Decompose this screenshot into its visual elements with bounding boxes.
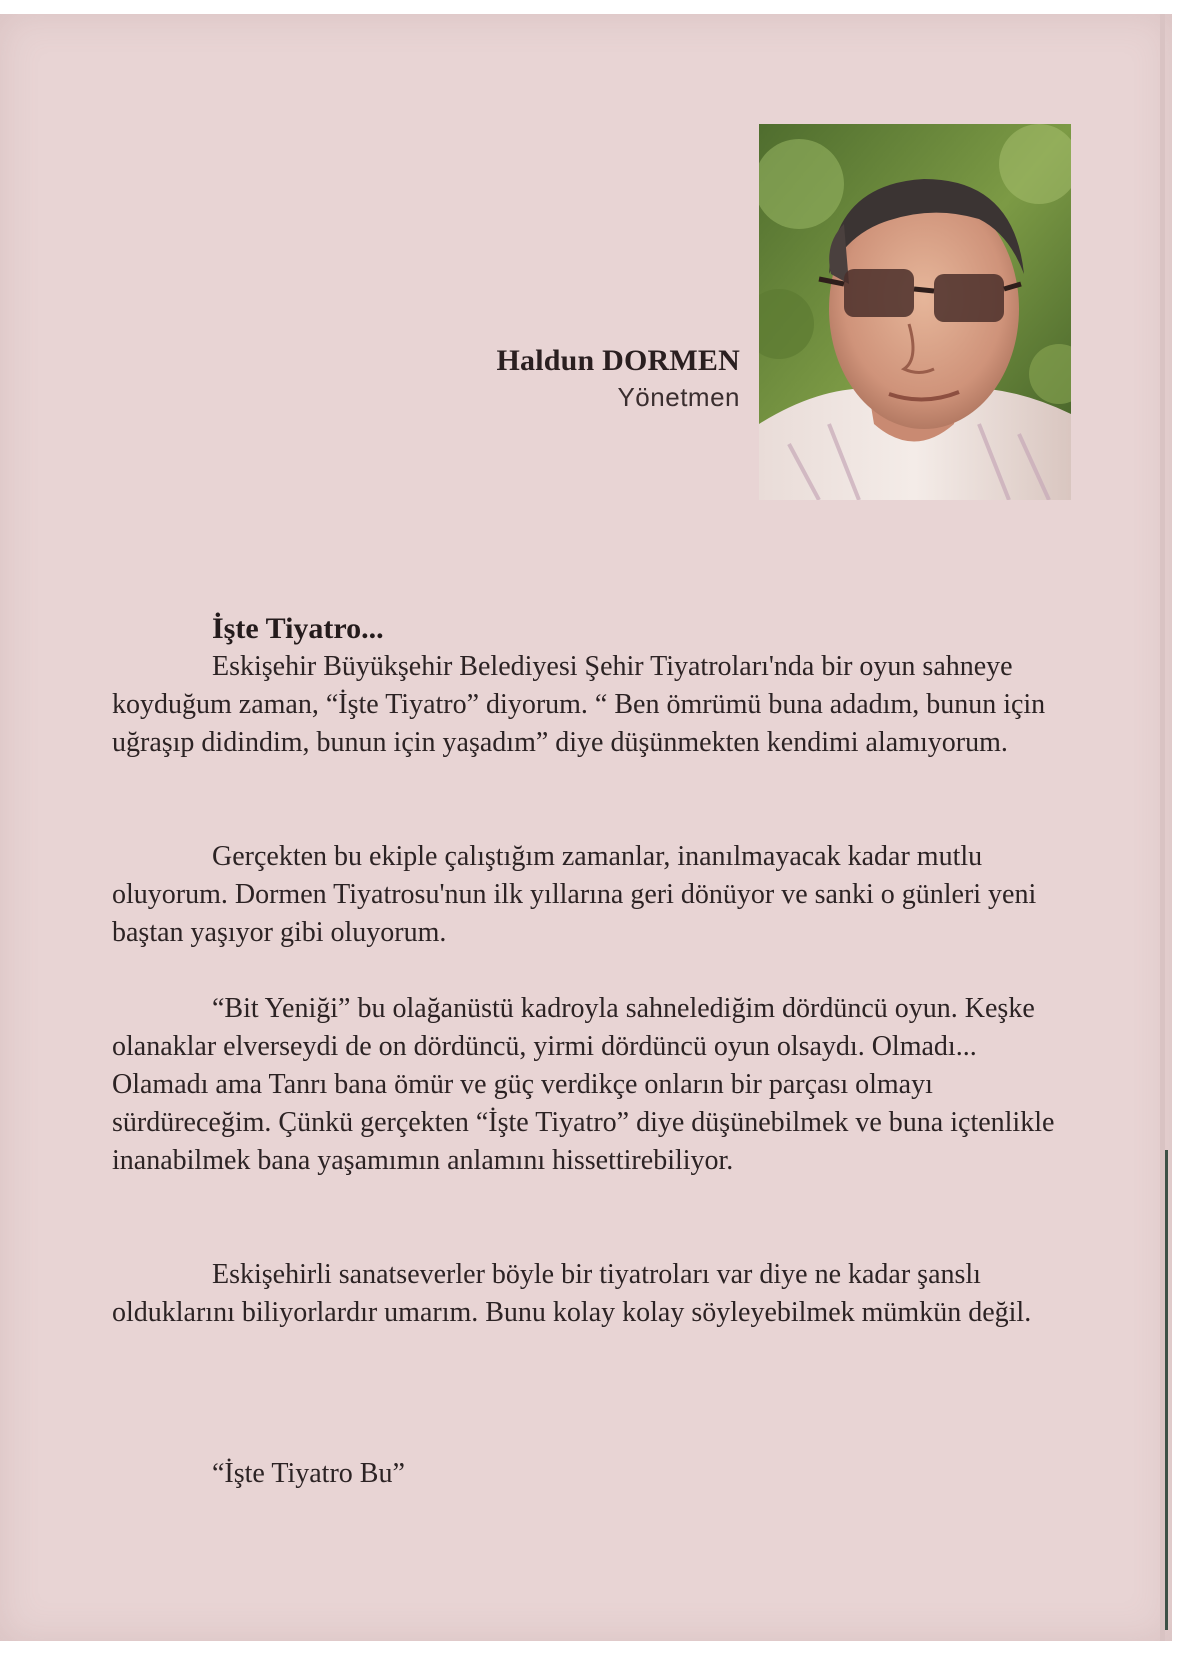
binding-line (1165, 1150, 1168, 1630)
author-role: Yönetmen (617, 382, 740, 412)
paragraph-3: “Bit Yeniği” bu olağanüstü kadroyla sahnelediğim dördüncü oyun. Keşke olanaklar elverseydi de on dördüncü, yirmi dördüncü oyun olsaydı. Olmadı... Olamadı ama Tanrı bana ömür ve güç verdikçe onların bir parçası olmayı sürdüreceğim. Çünkü gerçekten “İşte Tiyatro” diye düşünebilmek ve buna içtenlikle inanabilmek bana yaşamımın anlamını hissettirebiliyor. (112, 993, 1055, 1176)
author-portrait (759, 124, 1071, 500)
portrait-photo-icon (759, 124, 1071, 500)
paragraph-1: Eskişehir Büyükşehir Belediyesi Şehir Tiyatroları'nda bir oyun sahneye koyduğum zaman, “İşte Tiyatro” diyorum. “ Ben ömrümü buna adadım, bunun için uğraşıp didindim, bunun için yaşadım” diye düşünmekten kendimi alamıyorum. (112, 651, 1046, 758)
author-block (497, 343, 740, 415)
section-heading: İşte Tiyatro... (212, 612, 384, 645)
paragraph-4: Eskişehirli sanatseverler böyle bir tiyatroları var diye ne kadar şanslı olduklarını biliyorlardır umarım. Bunu kolay kolay söyleyebilmek mümkün değil. (112, 1259, 1032, 1328)
author-name: Haldun DORMEN (496, 344, 740, 377)
closing-line: “İşte Tiyatro Bu” (212, 1458, 405, 1489)
paragraph-2: Gerçekten bu ekiple çalıştığım zamanlar, inanılmayacak kadar mutlu oluyorum. Dormen Tiyatrosu'nun ilk yıllarına geri dönüyor ve sanki o günleri yeni baştan yaşıyor gibi oluyorum. (112, 841, 1037, 948)
